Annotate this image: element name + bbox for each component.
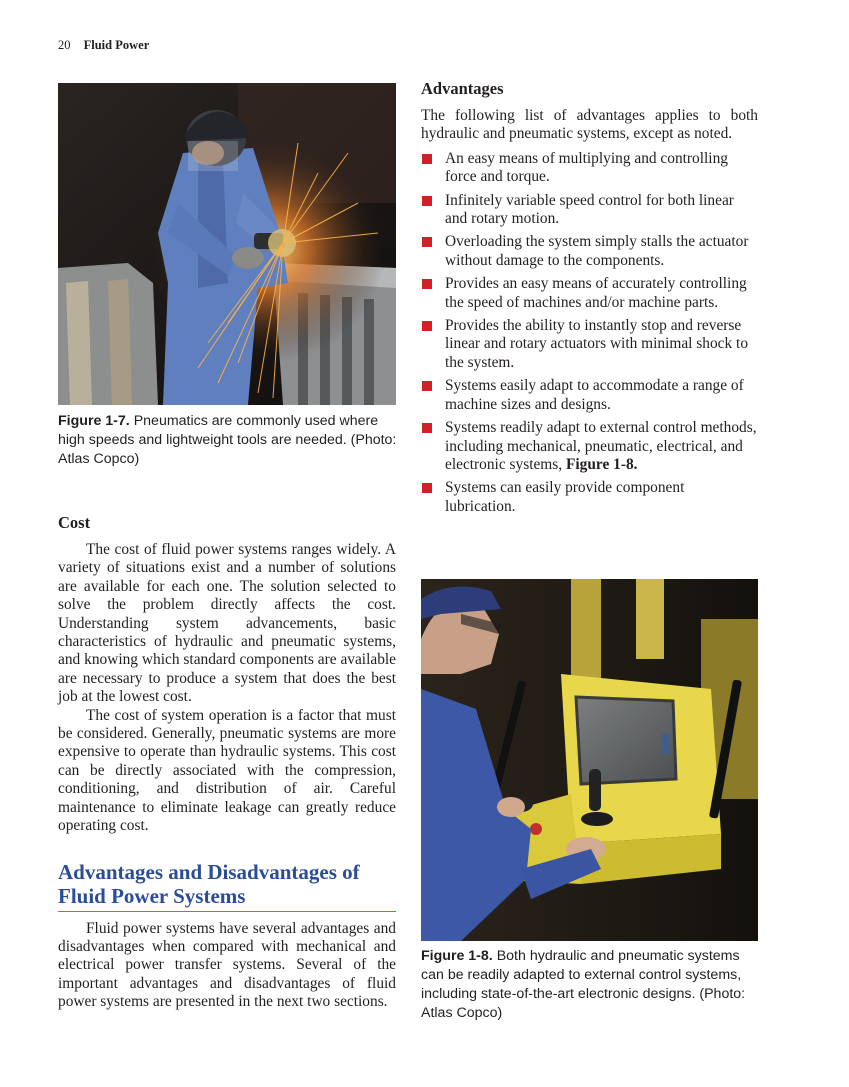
page-number: 20 (58, 38, 71, 52)
list-item (421, 275, 758, 312)
cost-paragraph-2: The cost of system operation is a factor that must be considered. Generally, pneumatic systems are more expensive to operate than hydraulic systems. This cost can be directly associated with the compression, conditioning, and distribution of air. Careful maintenance to eliminate leakage can greatly reduce operating cost. (58, 706, 396, 835)
list-item (421, 317, 758, 372)
list-item (421, 419, 758, 474)
cost-paragraph-1: The cost of fluid power systems ranges widely. A variety of situations exist and a number of solutions are available for each one. The solution selected to solve the problem directly affects the cost. Understanding system advancements, basic characteristics of hydraulic and pneumatic systems, and knowing which standard components are available are necessary to produce a system that does the best job at the lowest cost. (58, 541, 396, 706)
red-square-bullet-icon (422, 154, 432, 164)
list-item-text: Systems easily adapt to accommodate a range of machine sizes and designs. (445, 377, 744, 413)
red-square-bullet-icon (422, 381, 432, 391)
page-header (58, 38, 149, 53)
list-item-text: An easy means of multiplying and controlling force and torque. (445, 149, 728, 186)
figure-1-8-label: Figure 1-8. (421, 948, 493, 964)
red-square-bullet-icon (422, 423, 432, 433)
list-item (421, 377, 758, 414)
adv-disadv-heading: Advantages and Disadvantages of Fluid Power Systems (58, 860, 396, 912)
list-item-text: Provides an easy means of accurately controlling the speed of machines and/or machine parts. (445, 275, 747, 311)
advantages-list (421, 150, 758, 516)
advantages-heading: Advantages (421, 79, 504, 98)
figure-1-7-label: Figure 1-7. (58, 413, 130, 429)
list-item-text: Systems can easily provide component lubrication. (445, 479, 685, 515)
list-item (421, 150, 758, 187)
figure-1-7-photo (58, 83, 396, 405)
figure-1-8-caption (421, 947, 761, 1023)
list-item-text: Infinitely variable speed control for both linear and rotary motion. (445, 191, 734, 228)
left-column (58, 512, 396, 1012)
list-item (421, 479, 758, 516)
advantages-intro: The following list of advantages applies to both hydraulic and pneumatic systems, except as noted. (421, 107, 758, 143)
figure-1-8-text: Both hydraulic and pneumatic systems can be readily adapted to external control systems, including state-of-the-art electronic designs. (Photo: Atlas Copco) (421, 948, 746, 1021)
red-square-bullet-icon (422, 237, 432, 247)
list-item (421, 192, 758, 229)
red-square-bullet-icon (422, 196, 432, 206)
running-title: Fluid Power (83, 38, 150, 52)
list-item (421, 233, 758, 270)
red-square-bullet-icon (422, 483, 432, 493)
figure-1-7-caption (58, 412, 398, 469)
list-item-text: Provides the ability to instantly stop and reverse linear and rotary actuators with minimal shock to the system. (445, 317, 749, 371)
figure-1-7-text: Pneumatics are commonly used where high speeds and lightweight tools are needed. (Photo: Atlas Copco) (58, 413, 397, 467)
figure-1-8-reference[interactable]: Figure 1-8. (565, 455, 638, 473)
red-square-bullet-icon (422, 279, 432, 289)
red-square-bullet-icon (422, 321, 432, 331)
figure-1-8-photo (421, 579, 758, 941)
list-item-text: Systems readily adapt to external control methods, including mechanical, pneumatic, electrical, and electronic systems, (445, 419, 757, 473)
adv-disadv-paragraph: Fluid power systems have several advantages and disadvantages when compared with mechanical and electrical power transfer systems. Several of the important advantages and disadvantages of fluid power systems are presented in the next two sections. (58, 919, 396, 1011)
right-column (421, 78, 758, 521)
list-item-text: Overloading the system simply stalls the actuator without damage to the components. (445, 233, 749, 269)
cost-heading: Cost (58, 513, 91, 532)
